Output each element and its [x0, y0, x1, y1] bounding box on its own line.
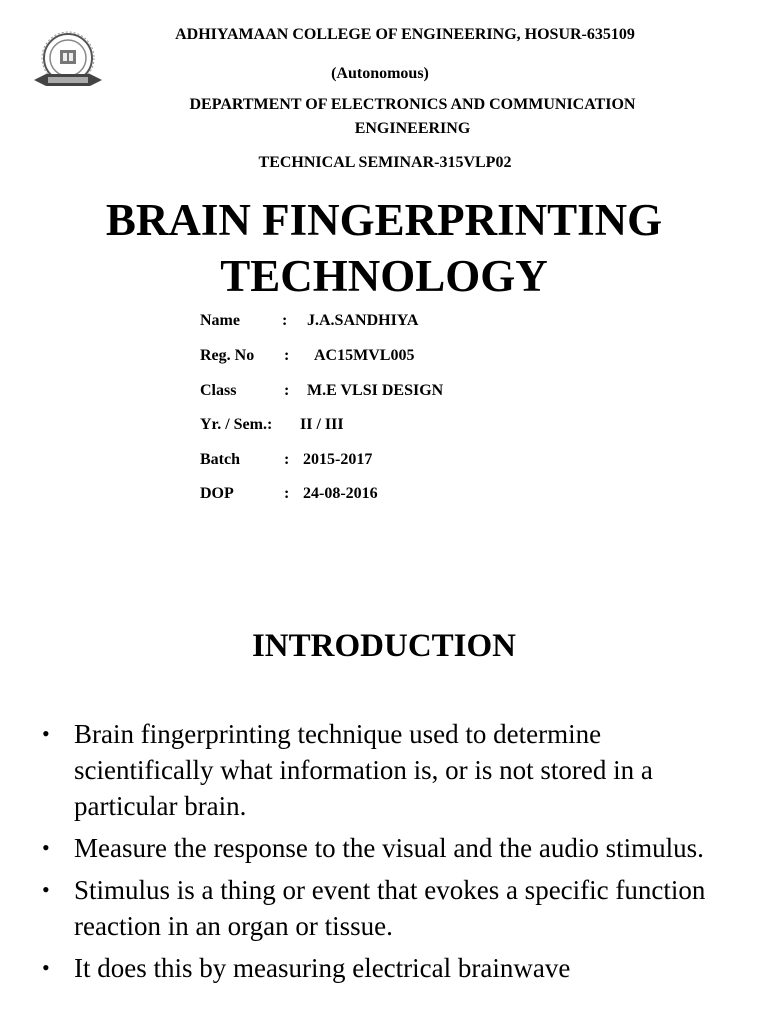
section-heading: INTRODUCTION [251, 628, 517, 664]
detail-value: 24-08-2016 [303, 485, 378, 502]
detail-label: Class [200, 382, 237, 399]
bullet-list [40, 716, 745, 992]
detail-row-reg-no [200, 347, 600, 369]
detail-row-class [200, 382, 600, 404]
detail-row-dop [200, 485, 600, 507]
department-line-2: ENGINEERING [354, 120, 471, 137]
bullet-icon: • [42, 877, 50, 902]
list-item [40, 872, 745, 944]
detail-row-batch [200, 451, 600, 473]
detail-separator: : [284, 382, 290, 399]
detail-value: II / III [300, 416, 344, 433]
list-item [40, 950, 745, 986]
bullet-icon: • [42, 955, 50, 980]
slide-title-line-1: BRAIN FINGERPRINTING [105, 195, 663, 245]
seminar-code: TECHNICAL SEMINAR-315VLP02 [258, 154, 512, 171]
detail-separator: : [284, 451, 290, 468]
autonomous-label: (Autonomous) [331, 65, 429, 82]
detail-label: DOP [200, 485, 234, 502]
detail-value: 2015-2017 [303, 451, 373, 468]
bullet-text: Stimulus is a thing or event that evokes a specific function reaction in an organ or tissue. [74, 875, 706, 941]
detail-label: Batch [200, 451, 240, 468]
introduction-slide [0, 578, 768, 1024]
detail-separator: : [282, 312, 288, 329]
detail-row-year-sem [200, 416, 600, 438]
detail-value: J.A.SANDHIYA [307, 312, 419, 329]
list-item [40, 830, 745, 866]
department-line-1: DEPARTMENT OF ELECTRONICS AND COMMUNICATION [189, 96, 636, 113]
detail-label: Name [200, 312, 240, 329]
college-name: ADHIYAMAAN COLLEGE OF ENGINEERING, HOSUR-635109 [175, 26, 635, 43]
slide-title-line-2: TECHNOLOGY [220, 251, 548, 301]
detail-row-name [200, 312, 600, 334]
detail-label: Yr. / Sem.: [200, 416, 273, 433]
bullet-text: It does this by measuring electrical brainwave [74, 953, 571, 983]
detail-value: AC15MVL005 [314, 347, 415, 364]
detail-separator: : [284, 485, 290, 502]
detail-label: Reg. No [200, 347, 255, 364]
college-crest-icon [30, 30, 106, 96]
bullet-text: Brain fingerprinting technique used to determine scientifically what information is, or is not stored in a particular brain. [74, 719, 653, 821]
detail-value: M.E VLSI DESIGN [307, 382, 444, 399]
bullet-icon: • [42, 721, 50, 746]
detail-separator: : [284, 347, 290, 364]
list-item [40, 716, 745, 824]
bullet-icon: • [42, 835, 50, 860]
bullet-text: Measure the response to the visual and the audio stimulus. [74, 833, 704, 863]
